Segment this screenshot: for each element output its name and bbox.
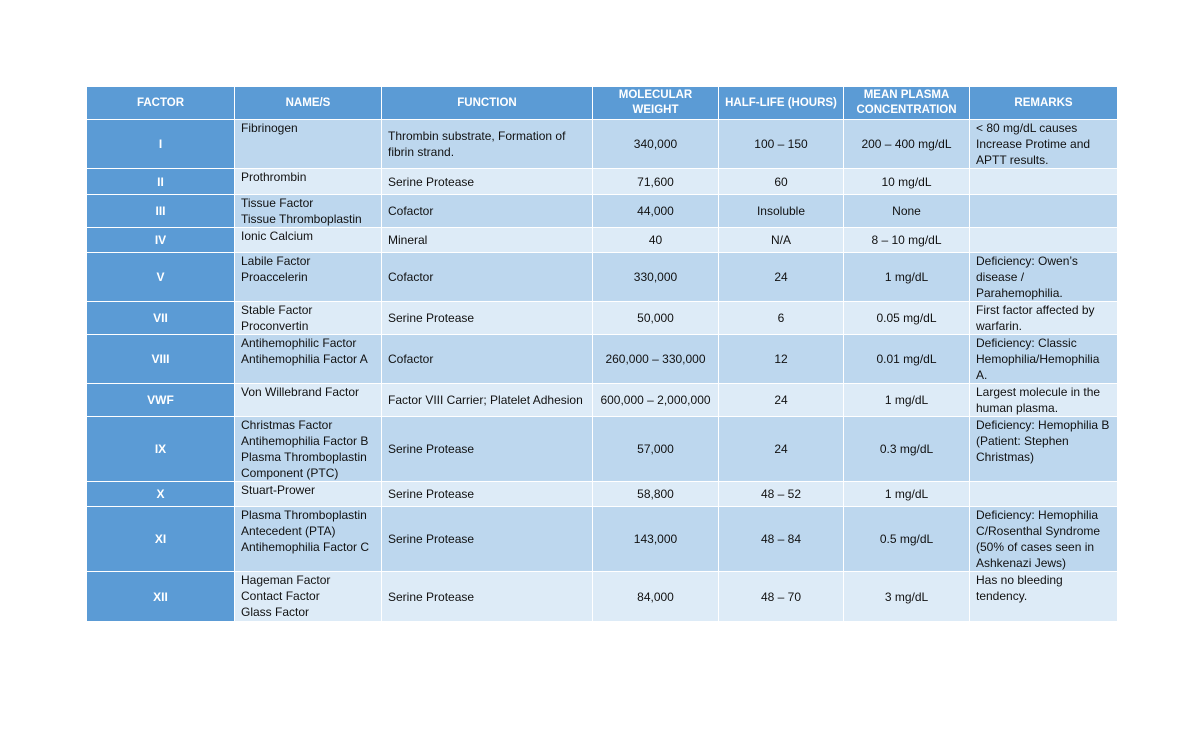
plasma-concentration: 10 mg/dL xyxy=(844,169,970,195)
molecular-weight: 40 xyxy=(593,228,719,253)
header-function: FUNCTION xyxy=(382,87,593,120)
factor-names xyxy=(235,120,382,169)
table-row xyxy=(87,169,1118,195)
table-row xyxy=(87,507,1118,572)
factor-name: Contact Factor xyxy=(241,589,320,603)
factor-names xyxy=(235,482,382,507)
factor-number: IV xyxy=(87,228,235,253)
molecular-weight: 340,000 xyxy=(593,120,719,169)
factor-names xyxy=(235,417,382,482)
half-life: 100 – 150 xyxy=(719,120,844,169)
half-life: N/A xyxy=(719,228,844,253)
factor-name: Ionic Calcium xyxy=(241,229,314,243)
factor-name: Stuart-Prower xyxy=(241,483,316,497)
remarks: Deficiency: Owen’s disease / Parahemophilia. xyxy=(970,253,1118,302)
factor-function: Factor VIII Carrier; Platelet Adhesion xyxy=(382,384,593,417)
header-half-life: HALF-LIFE (HOURS) xyxy=(719,87,844,120)
factor-function: Thrombin substrate, Formation of fibrin strand. xyxy=(382,120,593,169)
half-life: 48 – 52 xyxy=(719,482,844,507)
factor-name: Glass Factor xyxy=(241,605,310,619)
factor-names xyxy=(235,384,382,417)
factor-name: Plasma Thromboplastin Antecedent (PTA) xyxy=(241,508,367,538)
factor-names xyxy=(235,572,382,622)
factor-number: VIII xyxy=(87,335,235,384)
factor-names xyxy=(235,195,382,228)
remarks: Deficiency: Classic Hemophilia/Hemophilia A. xyxy=(970,335,1118,384)
factor-name: Stable Factor xyxy=(241,303,313,317)
factor-names xyxy=(235,253,382,302)
remarks xyxy=(970,169,1118,195)
table-row xyxy=(87,482,1118,507)
table-row xyxy=(87,302,1118,335)
factor-name: Tissue Factor xyxy=(241,196,314,210)
molecular-weight: 44,000 xyxy=(593,195,719,228)
half-life: Insoluble xyxy=(719,195,844,228)
factor-number: X xyxy=(87,482,235,507)
factor-function: Cofactor xyxy=(382,253,593,302)
half-life: 24 xyxy=(719,384,844,417)
molecular-weight: 143,000 xyxy=(593,507,719,572)
factor-name: Plasma Thromboplastin Component (PTC) xyxy=(241,450,367,480)
table-row xyxy=(87,120,1118,169)
factor-number: VWF xyxy=(87,384,235,417)
factor-function: Serine Protease xyxy=(382,572,593,622)
plasma-concentration: 3 mg/dL xyxy=(844,572,970,622)
molecular-weight: 600,000 – 2,000,000 xyxy=(593,384,719,417)
header-mean-plasma-concentration: MEAN PLASMA CONCENTRATION xyxy=(844,87,970,120)
half-life: 48 – 70 xyxy=(719,572,844,622)
factor-function: Serine Protease xyxy=(382,507,593,572)
factor-function: Serine Protease xyxy=(382,417,593,482)
factor-name: Antihemophilic Factor xyxy=(241,336,357,350)
remarks xyxy=(970,228,1118,253)
half-life: 48 – 84 xyxy=(719,507,844,572)
table-row xyxy=(87,228,1118,253)
factor-names xyxy=(235,302,382,335)
coagulation-factors-table xyxy=(86,86,1118,622)
plasma-concentration: 0.05 mg/dL xyxy=(844,302,970,335)
remarks: First factor affected by warfarin. xyxy=(970,302,1118,335)
half-life: 60 xyxy=(719,169,844,195)
factor-name: Proaccelerin xyxy=(241,270,308,284)
remarks: Has no bleeding tendency. xyxy=(970,572,1118,622)
remarks: < 80 mg/dL causes Increase Protime and APTT results. xyxy=(970,120,1118,169)
factor-name: Antihemophilia Factor A xyxy=(241,352,368,366)
plasma-concentration: 0.3 mg/dL xyxy=(844,417,970,482)
plasma-concentration: 1 mg/dL xyxy=(844,384,970,417)
factor-number: II xyxy=(87,169,235,195)
remarks: Deficiency: Hemophilia B (Patient: Stephen Christmas) xyxy=(970,417,1118,482)
factor-number: XI xyxy=(87,507,235,572)
table-row xyxy=(87,572,1118,622)
molecular-weight: 330,000 xyxy=(593,253,719,302)
factor-function: Cofactor xyxy=(382,195,593,228)
factor-function: Cofactor xyxy=(382,335,593,384)
header-molecular-weight: MOLECULAR WEIGHT xyxy=(593,87,719,120)
remarks: Deficiency: Hemophilia C/Rosenthal Syndrome (50% of cases seen in Ashkenazi Jews) xyxy=(970,507,1118,572)
remarks xyxy=(970,482,1118,507)
factor-names xyxy=(235,228,382,253)
factor-name: Fibrinogen xyxy=(241,121,298,135)
remarks: Largest molecule in the human plasma. xyxy=(970,384,1118,417)
factor-function: Serine Protease xyxy=(382,482,593,507)
factor-name: Labile Factor xyxy=(241,254,311,268)
table-row xyxy=(87,335,1118,384)
molecular-weight: 260,000 – 330,000 xyxy=(593,335,719,384)
header-remarks: REMARKS xyxy=(970,87,1118,120)
factor-function: Serine Protease xyxy=(382,302,593,335)
molecular-weight: 50,000 xyxy=(593,302,719,335)
plasma-concentration: 0.5 mg/dL xyxy=(844,507,970,572)
factor-number: I xyxy=(87,120,235,169)
factor-function: Mineral xyxy=(382,228,593,253)
factor-number: VII xyxy=(87,302,235,335)
half-life: 24 xyxy=(719,253,844,302)
table-row xyxy=(87,253,1118,302)
factor-name: Antihemophilia Factor C xyxy=(241,540,370,554)
plasma-concentration: None xyxy=(844,195,970,228)
molecular-weight: 84,000 xyxy=(593,572,719,622)
factor-name: Tissue Thromboplastin xyxy=(241,212,362,226)
table-row xyxy=(87,384,1118,417)
plasma-concentration: 8 – 10 mg/dL xyxy=(844,228,970,253)
half-life: 12 xyxy=(719,335,844,384)
half-life: 24 xyxy=(719,417,844,482)
factor-name: Prothrombin xyxy=(241,170,307,184)
factor-name: Christmas Factor xyxy=(241,418,333,432)
factor-name: Hageman Factor xyxy=(241,573,331,587)
plasma-concentration: 1 mg/dL xyxy=(844,482,970,507)
molecular-weight: 71,600 xyxy=(593,169,719,195)
factor-names xyxy=(235,169,382,195)
header-factor: FACTOR xyxy=(87,87,235,120)
factor-name: Von Willebrand Factor xyxy=(241,385,360,399)
factor-names xyxy=(235,335,382,384)
header-row xyxy=(87,87,1118,120)
factor-name: Antihemophilia Factor B xyxy=(241,434,369,448)
molecular-weight: 57,000 xyxy=(593,417,719,482)
table-row xyxy=(87,417,1118,482)
factor-number: XII xyxy=(87,572,235,622)
factor-number: IX xyxy=(87,417,235,482)
plasma-concentration: 200 – 400 mg/dL xyxy=(844,120,970,169)
half-life: 6 xyxy=(719,302,844,335)
factor-function: Serine Protease xyxy=(382,169,593,195)
factor-number: V xyxy=(87,253,235,302)
factor-names xyxy=(235,507,382,572)
molecular-weight: 58,800 xyxy=(593,482,719,507)
header-names: NAME/S xyxy=(235,87,382,120)
factor-number: III xyxy=(87,195,235,228)
plasma-concentration: 1 mg/dL xyxy=(844,253,970,302)
plasma-concentration: 0.01 mg/dL xyxy=(844,335,970,384)
table-row xyxy=(87,195,1118,228)
remarks xyxy=(970,195,1118,228)
factor-name: Proconvertin xyxy=(241,319,309,333)
